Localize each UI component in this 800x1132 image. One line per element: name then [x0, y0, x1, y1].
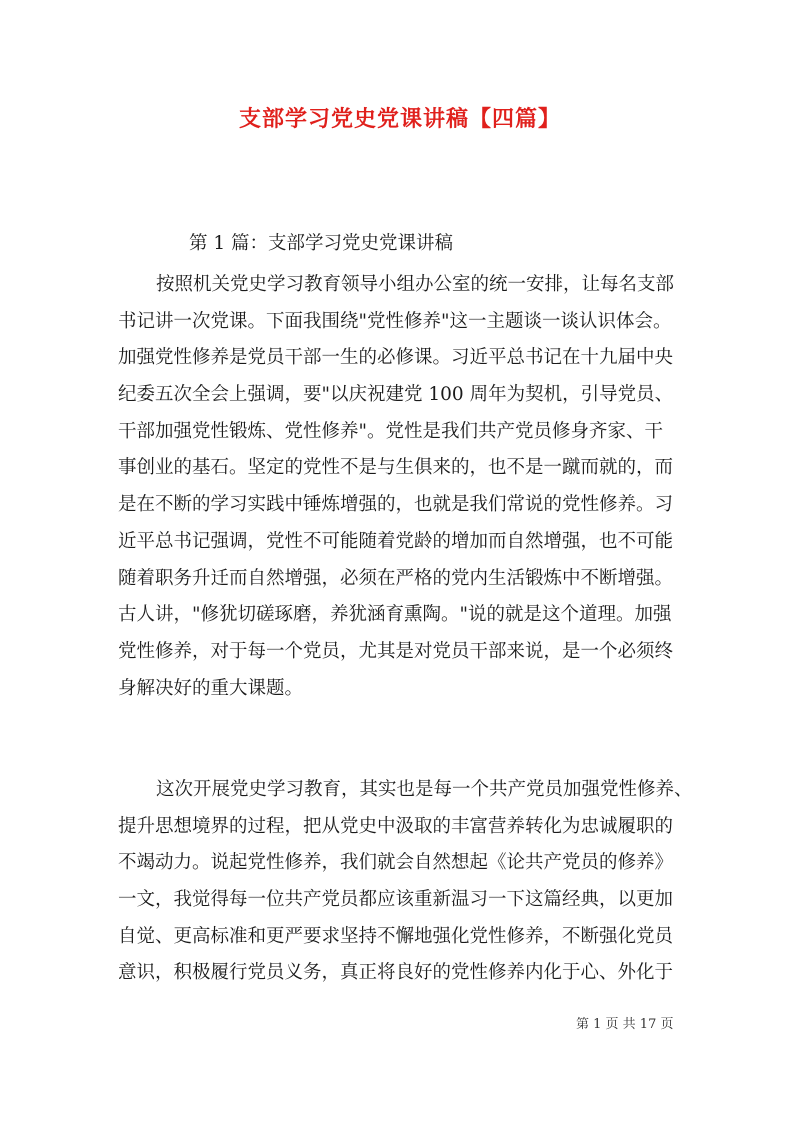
paragraph-2: [118, 772, 693, 992]
paragraph-line: 按照机关党史学习教育领导小组办公室的统一安排，让每名支部: [156, 274, 675, 295]
paragraph-line: 古人讲，"修犹切磋琢磨，养犹涵育熏陶。"说的就是这个道理。加强: [118, 604, 672, 626]
paragraph-line: 事创业的基石。坚定的党性不是与生俱来的，也不是一蹴而就的，而: [118, 457, 674, 479]
paragraph-line: 是在不断的学习实践中锤炼增强的，也就是我们常说的党性修养。习: [118, 494, 674, 516]
paragraph-line: 纪委五次全会上强调，要"以庆祝建党 100 周年为契机，引导党员、: [118, 384, 674, 406]
paragraph-1: [118, 267, 688, 707]
paragraph-line: 加强党性修养是党员干部一生的必修课。习近平总书记在十九届中央: [118, 347, 674, 369]
paragraph-line: 身解决好的重大课题。: [118, 677, 304, 699]
paragraph-line: 随着职务升迁而自然增强，必须在严格的党内生活锻炼中不断增强。: [118, 567, 674, 589]
document-title: 支部学习党史党课讲稿【四篇】: [238, 106, 561, 132]
page-number-footer: 第 1 页 共 17 页: [576, 1017, 674, 1032]
paragraph-line: 干部加强党性锻炼、党性修养"。党性是我们共产党员修身齐家、干: [118, 420, 664, 442]
paragraph-line: 党性修养，对于每一个党员，尤其是对党员干部来说，是一个必须终: [118, 640, 674, 662]
section-heading: 第 1 篇：支部学习党史党课讲稿: [189, 233, 454, 254]
paragraph-line: 这次开展党史学习教育，其实也是每一个共产党员加强党性修养、: [156, 779, 693, 800]
paragraph-line: 提升思想境界的过程，把从党史中汲取的丰富营养转化为忠诚履职的: [118, 815, 674, 837]
paragraph-line: 书记讲一次党课。下面我围绕"党性修养"这一主题谈一谈认识体会。: [118, 310, 672, 332]
paragraph-line: 自觉、更高标准和更严要求坚持不懈地强化党性修养，不断强化党员: [118, 925, 674, 947]
paragraph-line: 意识，积极履行党员义务，真正将良好的党性修养内化于心、外化于: [118, 962, 674, 984]
paragraph-line: 不竭动力。说起党性修养，我们就会自然想起《论共产党员的修养》: [118, 852, 674, 874]
paragraph-line: 近平总书记强调，党性不可能随着党龄的增加而自然增强，也不可能: [118, 530, 674, 552]
paragraph-line: 一文，我觉得每一位共产党员都应该重新温习一下这篇经典，以更加: [118, 889, 674, 911]
